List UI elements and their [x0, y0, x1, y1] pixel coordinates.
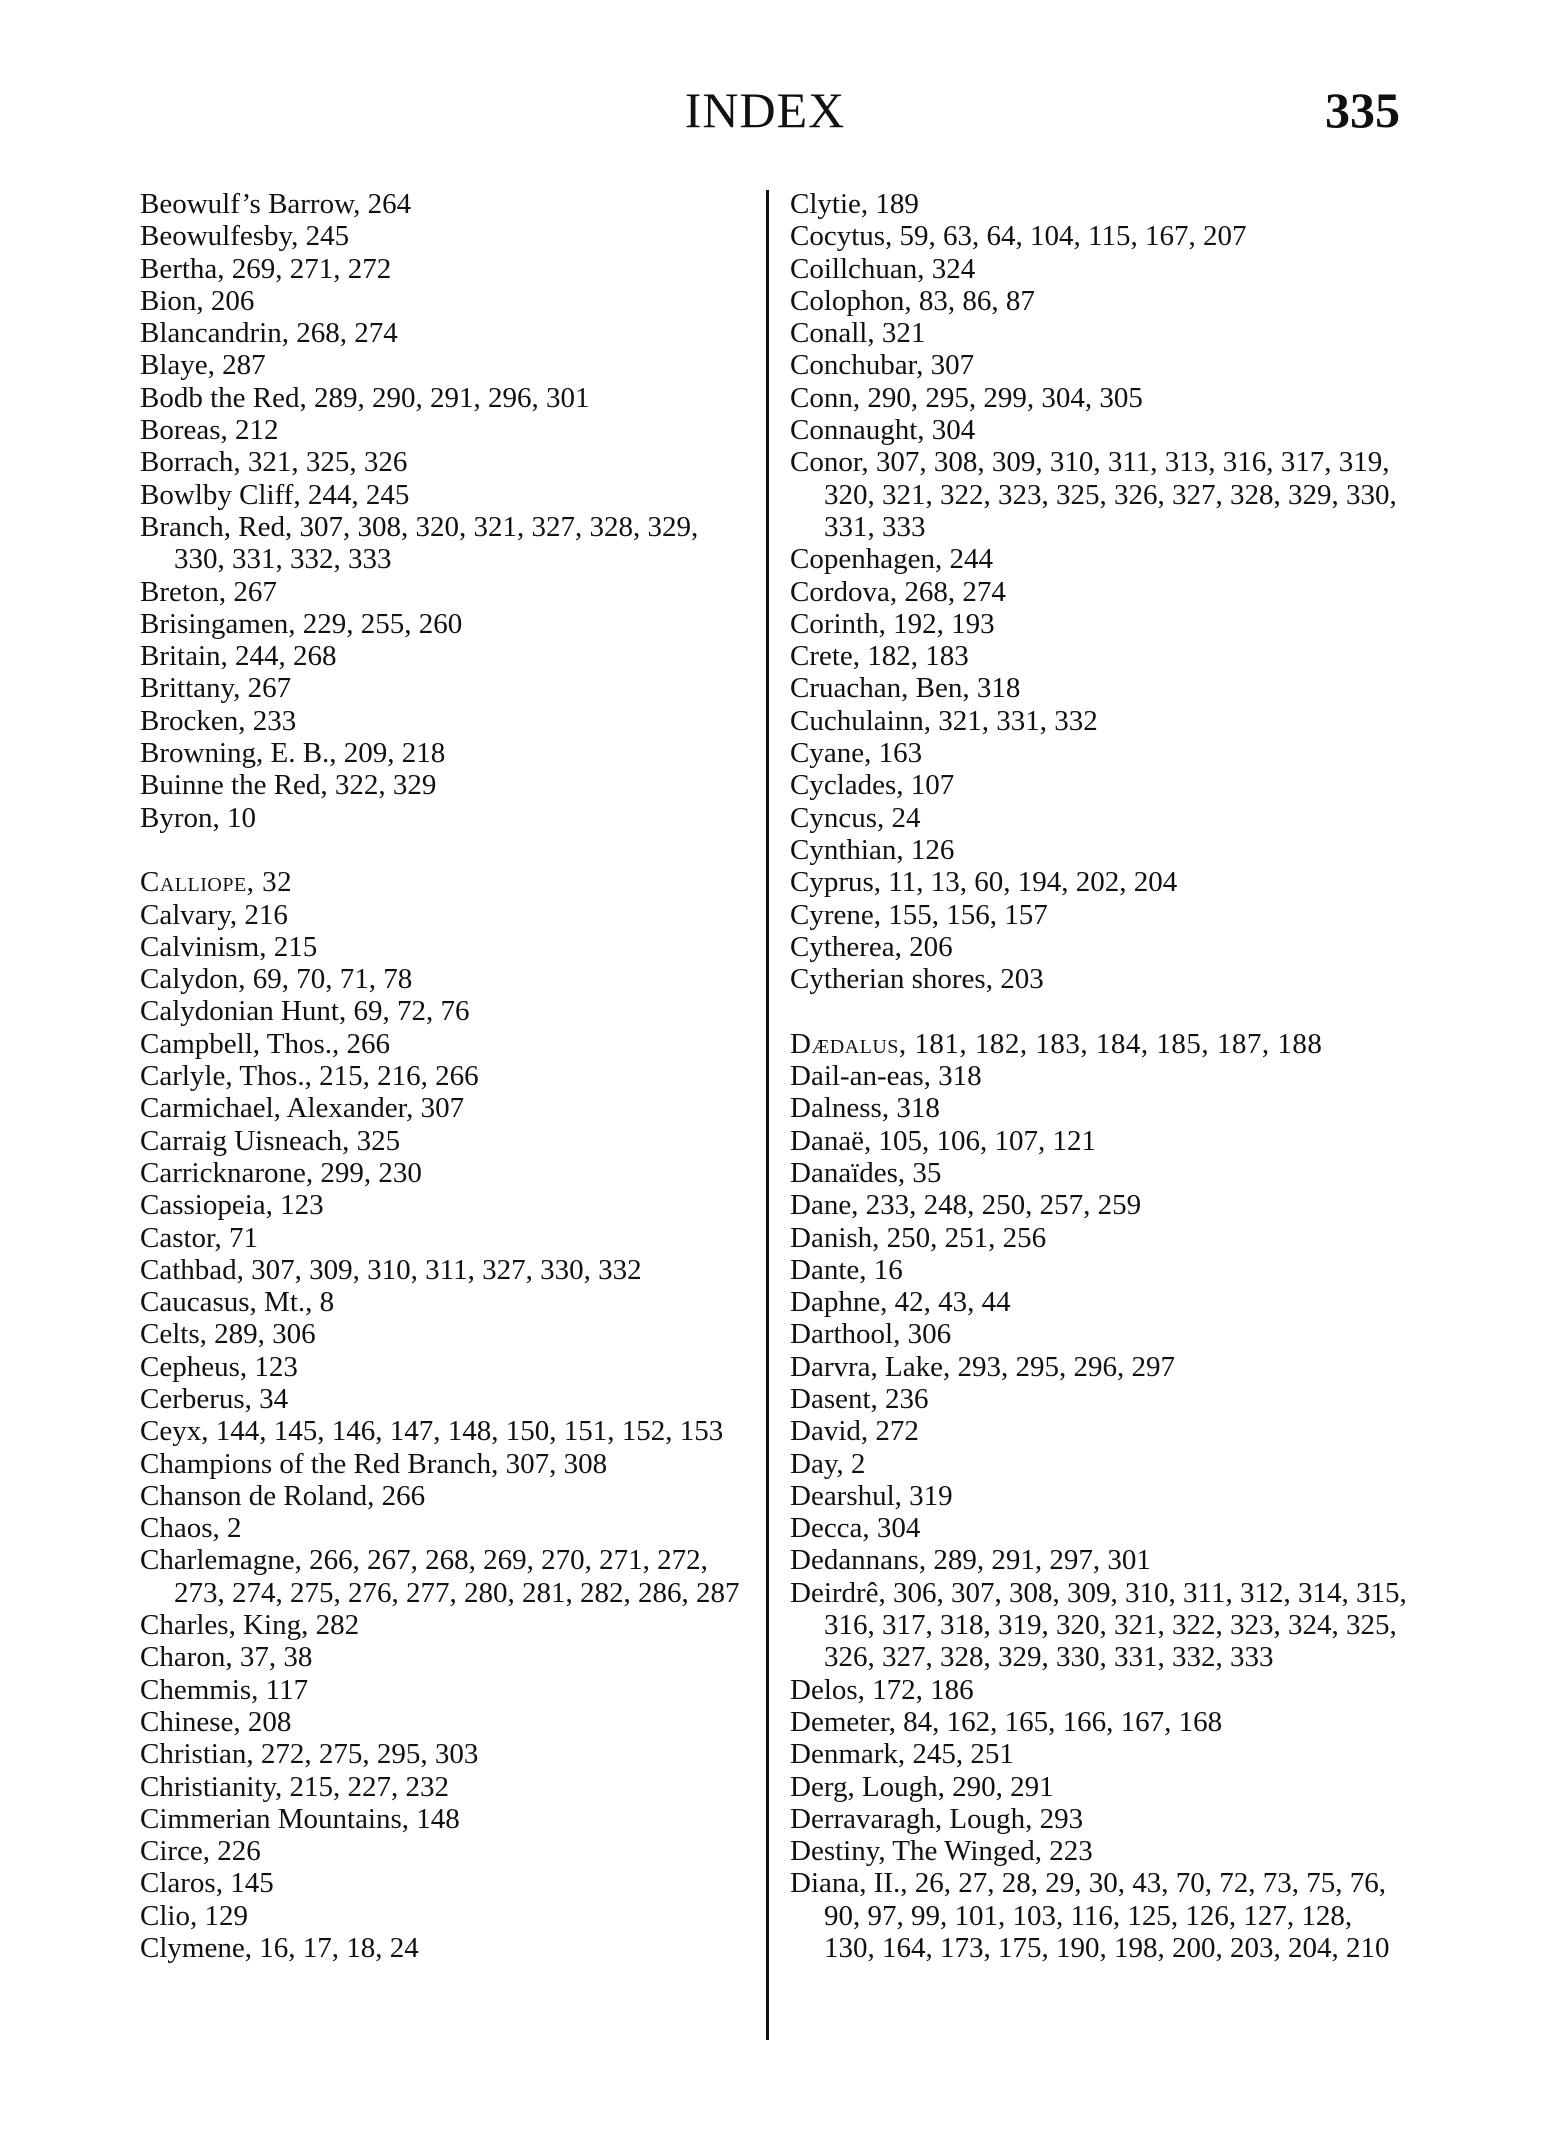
index-entry: Cerberus, 34: [140, 1382, 289, 1415]
index-entry: Dædalus, 181, 182, 183, 184, 185, 187, 188: [790, 1027, 1323, 1060]
index-entry: Dedannans, 289, 291, 297, 301: [790, 1544, 1151, 1577]
index-entry: Day, 2: [790, 1447, 866, 1480]
index-entry: Cepheus, 123: [140, 1350, 298, 1383]
index-entry: Danish, 250, 251, 256: [790, 1221, 1047, 1254]
index-entry: Caucasus, Mt., 8: [140, 1286, 335, 1319]
index-entry: Christianity, 215, 227, 232: [140, 1770, 450, 1803]
index-entry: Cordova, 268, 274: [790, 575, 1006, 608]
page-title: INDEX: [684, 82, 846, 138]
index-entry: Breton, 267: [140, 575, 277, 608]
column-divider: [766, 190, 769, 2040]
index-entry: Browning, E. B., 209, 218: [140, 737, 446, 770]
index-entry: Danaë, 105, 106, 107, 121: [790, 1124, 1097, 1157]
index-entry: Britain, 244, 268: [140, 640, 337, 673]
index-entry: Cyncus, 24: [790, 801, 921, 834]
index-entry: Dane, 233, 248, 250, 257, 259: [790, 1189, 1142, 1222]
index-entry: Cimmerian Mountains, 148: [140, 1802, 460, 1835]
index-entry: Conn, 290, 295, 299, 304, 305: [790, 381, 1143, 414]
index-entry: Cocytus, 59, 63, 64, 104, 115, 167, 207: [790, 220, 1247, 253]
index-entry: Brittany, 267: [140, 672, 292, 705]
index-entry: Chinese, 208: [140, 1705, 292, 1738]
index-entry: Bion, 206: [140, 284, 255, 317]
index-entry: Corinth, 192, 193: [790, 607, 995, 640]
index-entry: Chanson de Roland, 266: [140, 1479, 426, 1512]
index-entry: Derg, Lough, 290, 291: [790, 1770, 1054, 1803]
index-entry: Byron, 10: [140, 801, 256, 834]
index-entry: Darthool, 306: [790, 1318, 952, 1351]
index-entry: Calydonian Hunt, 69, 72, 76: [140, 995, 470, 1028]
index-entry: Cynthian, 126: [790, 833, 955, 866]
index-entry: Cyrene, 155, 156, 157: [790, 898, 1048, 931]
index-entry: Diana, II., 26, 27, 28, 29, 30, 43, 70, 72, 73, 75, 76, 90, 97, 99, 101, 103, 116, 125, 126, 127, 128, 130, 164, 173, 175, 190, 198, 200, 203, 204, 210: [790, 1867, 1394, 1965]
index-entry: Destiny, The Winged, 223: [790, 1835, 1093, 1868]
index-entry: Campbell, Thos., 266: [140, 1027, 390, 1060]
index-entry: Demeter, 84, 162, 165, 166, 167, 168: [790, 1705, 1223, 1738]
index-entry: Carlyle, Thos., 215, 216, 266: [140, 1060, 479, 1093]
page-header: [130, 80, 1400, 140]
index-entry: David, 272: [790, 1415, 919, 1448]
index-entry: Charon, 37, 38: [140, 1641, 313, 1674]
index-entry: Circe, 226: [140, 1835, 261, 1868]
index-column-left: [140, 188, 750, 1964]
index-entry: Calvary, 216: [140, 898, 288, 931]
index-entry: Bodb the Red, 289, 290, 291, 296, 301: [140, 381, 590, 414]
index-entry: Deirdrê, 306, 307, 308, 309, 310, 311, 312, 314, 315, 316, 317, 318, 319, 320, 321, 322, 323, 324, 325, 326, 327, 328, 329, 330, 331, 332, 333: [790, 1576, 1414, 1674]
index-entry: Borrach, 321, 325, 326: [140, 446, 408, 479]
index-entry: Calydon, 69, 70, 71, 78: [140, 963, 413, 996]
index-entry: Celts, 289, 306: [140, 1318, 316, 1351]
index-entry: Champions of the Red Branch, 307, 308: [140, 1447, 608, 1480]
index-entry: Carmichael, Alexander, 307: [140, 1092, 465, 1125]
index-entry: Cytherian shores, 203: [790, 963, 1044, 996]
index-entry: Charles, King, 282: [140, 1609, 360, 1642]
index-entry: Calvinism, 215: [140, 930, 318, 963]
page-number: 335: [1325, 82, 1400, 138]
index-entry: Brisingamen, 229, 255, 260: [140, 607, 463, 640]
index-entry: Bowlby Cliff, 244, 245: [140, 478, 410, 511]
index-entry: Coillchuan, 324: [790, 252, 976, 285]
index-entry: Daphne, 42, 43, 44: [790, 1286, 1011, 1319]
index-entry: Copenhagen, 244: [790, 543, 993, 576]
index-entry: Danaïdes, 35: [790, 1156, 942, 1189]
section-gap: [790, 995, 1410, 1027]
index-entry: Carricknarone, 299, 230: [140, 1156, 422, 1189]
index-entry: Ceyx, 144, 145, 146, 147, 148, 150, 151, 152, 153: [140, 1415, 724, 1448]
index-entry: Crete, 182, 183: [790, 640, 969, 673]
index-entry: Bertha, 269, 271, 272: [140, 252, 392, 285]
index-entry: Decca, 304: [790, 1512, 921, 1545]
index-entry: Conall, 321: [790, 317, 926, 350]
index-entry: Castor, 71: [140, 1221, 259, 1254]
index-entry: Blancandrin, 268, 274: [140, 317, 398, 350]
index-entry: Chaos, 2: [140, 1512, 242, 1545]
index-entry: Clio, 129: [140, 1899, 248, 1932]
index-entry: Cyprus, 11, 13, 60, 194, 202, 204: [790, 866, 1178, 899]
index-entry: Brocken, 233: [140, 704, 297, 737]
index-entry: Dail-an-eas, 318: [790, 1060, 982, 1093]
index-entry: Dasent, 236: [790, 1382, 929, 1415]
index-entry: Dante, 16: [790, 1253, 903, 1286]
index-entry: Clytie, 189: [790, 188, 919, 220]
index-entry: Beowulfesby, 245: [140, 220, 350, 253]
index-entry: Cruachan, Ben, 318: [790, 672, 1021, 705]
index-entry: Buinne the Red, 322, 329: [140, 769, 437, 802]
index-entry: Darvra, Lake, 293, 295, 296, 297: [790, 1350, 1175, 1383]
index-entry: Chemmis, 117: [140, 1673, 309, 1706]
index-entry: Cathbad, 307, 309, 310, 311, 327, 330, 332: [140, 1253, 642, 1286]
index-entry: Cuchulainn, 321, 331, 332: [790, 704, 1098, 737]
index-entry: Blaye, 287: [140, 349, 266, 382]
index-entry: Conor, 307, 308, 309, 310, 311, 313, 316, 317, 319, 320, 321, 322, 323, 325, 326, 327, 328, 329, 330, 331, 333: [790, 446, 1404, 543]
index-entry: Claros, 145: [140, 1867, 274, 1900]
index-entry: Derravaragh, Lough, 293: [790, 1802, 1084, 1835]
index-entry: Cyane, 163: [790, 737, 923, 770]
index-entry: Calliope, 32: [140, 866, 293, 899]
index-entry: Boreas, 212: [140, 414, 279, 447]
index-entry: Dearshul, 319: [790, 1479, 953, 1512]
index-entry: Clymene, 16, 17, 18, 24: [140, 1932, 419, 1965]
index-column-right: [790, 188, 1414, 1965]
index-entry: Branch, Red, 307, 308, 320, 321, 327, 328, 329, 330, 331, 332, 333: [140, 510, 706, 576]
index-entry: Christian, 272, 275, 295, 303: [140, 1738, 479, 1771]
index-entry: Carraig Uisneach, 325: [140, 1124, 401, 1157]
index-entry: Cyclades, 107: [790, 769, 955, 802]
index-entry: Conchubar, 307: [790, 349, 975, 382]
index-entry: Denmark, 245, 251: [790, 1738, 1014, 1771]
section-gap: [140, 834, 750, 866]
index-entry: Colophon, 83, 86, 87: [790, 284, 1035, 317]
index-entry: Dalness, 318: [790, 1092, 940, 1125]
index-entry: Connaught, 304: [790, 414, 976, 447]
index-entry: Charlemagne, 266, 267, 268, 269, 270, 271, 272, 273, 274, 275, 276, 277, 280, 281, 282, 286, 287: [140, 1544, 740, 1609]
index-entry: Cassiopeia, 123: [140, 1189, 324, 1222]
index-entry: Cytherea, 206: [790, 930, 953, 963]
index-entry: Beowulf’s Barrow, 264: [140, 188, 412, 220]
index-entry: Delos, 172, 186: [790, 1673, 974, 1706]
